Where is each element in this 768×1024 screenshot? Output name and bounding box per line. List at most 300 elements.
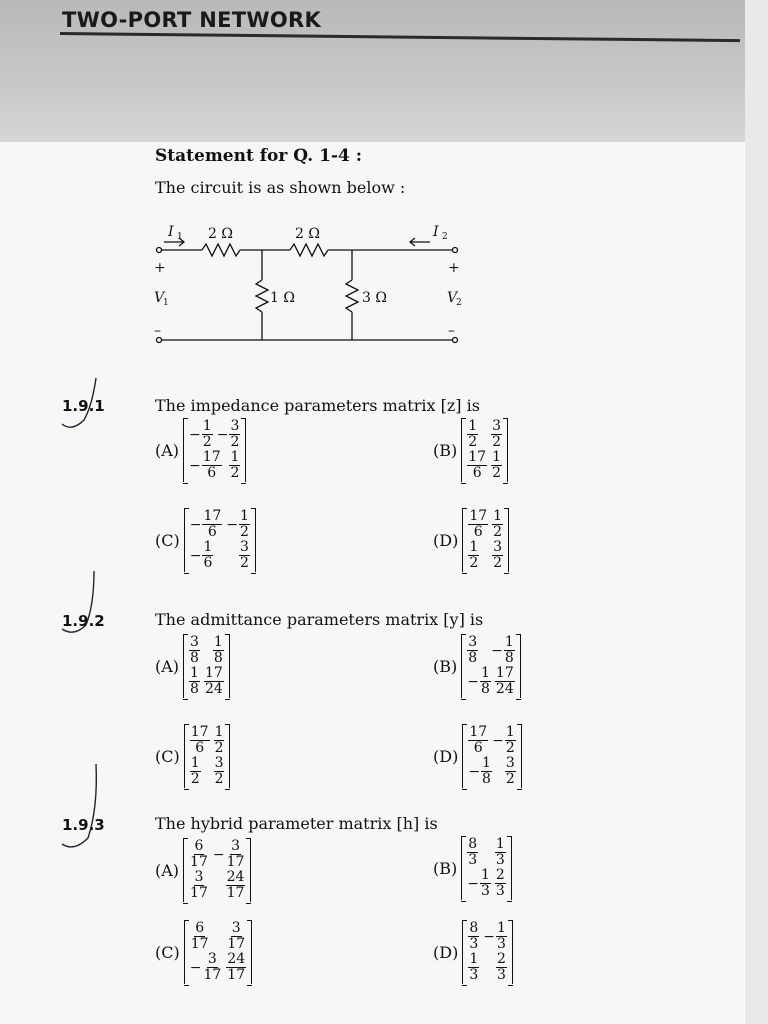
fraction <box>467 419 478 450</box>
svg-text:1: 1 <box>163 298 169 308</box>
denominator: 8 <box>480 681 490 697</box>
fraction <box>190 756 201 787</box>
denominator: 17 <box>190 885 208 901</box>
fraction <box>214 725 225 756</box>
denominator: 3 <box>480 883 490 899</box>
question-text-2: The admittance parameters matrix [y] is <box>155 610 484 629</box>
fraction <box>202 419 213 450</box>
fraction <box>505 725 516 756</box>
matrix-entry <box>190 952 223 983</box>
matrix-entry <box>189 839 209 870</box>
numerator: 2 <box>496 951 506 967</box>
matrix-entry <box>468 540 479 571</box>
fraction <box>226 839 246 870</box>
denominator: 6 <box>472 465 482 481</box>
answer-matrix <box>461 418 508 482</box>
fraction <box>480 666 491 697</box>
matrix-row <box>189 870 245 901</box>
matrix-row <box>468 540 503 571</box>
denominator: 8 <box>190 681 199 697</box>
numerator: 1 <box>480 665 490 681</box>
fraction <box>190 921 210 952</box>
fraction <box>202 509 222 540</box>
denominator: 3 <box>495 883 505 899</box>
matrix-entry <box>214 756 225 787</box>
matrix-entry <box>492 540 503 571</box>
denominator: 2 <box>492 465 501 481</box>
matrix-entry <box>492 725 516 756</box>
numerator: 17 <box>202 449 221 465</box>
statement-intro: The circuit is as shown below : <box>155 178 406 197</box>
current-i2-label: I <box>433 224 439 240</box>
fraction <box>491 450 502 481</box>
numerator: 6 <box>195 920 205 936</box>
fraction <box>226 952 246 983</box>
fraction <box>189 870 209 901</box>
numerator: 1 <box>213 634 223 650</box>
fraction <box>492 509 503 540</box>
resistor-r3 <box>256 280 268 312</box>
numerator: 17 <box>469 508 488 524</box>
denominator: 17 <box>227 967 246 983</box>
question-text-3: The hybrid parameter matrix [h] is <box>155 814 438 833</box>
answer-matrix <box>184 920 252 984</box>
fraction <box>467 837 478 868</box>
denominator: 2 <box>214 771 224 787</box>
fraction <box>480 868 491 899</box>
numerator: 1 <box>495 836 505 852</box>
fraction <box>468 725 488 756</box>
fraction <box>495 666 515 697</box>
numerator: 3 <box>468 634 478 650</box>
fraction <box>495 837 506 868</box>
denominator: 17 <box>226 885 245 901</box>
minus-sign: − <box>212 846 225 863</box>
fraction <box>496 952 507 983</box>
minus-sign: − <box>216 426 229 443</box>
matrix-entry <box>467 868 491 899</box>
fraction <box>189 635 200 666</box>
plus-left: + <box>154 260 166 276</box>
numerator: 3 <box>214 755 224 771</box>
matrix-row <box>468 756 515 787</box>
matrix-entry <box>190 540 214 571</box>
matrix-entry <box>189 635 200 666</box>
minus-sign: − <box>189 457 201 474</box>
matrix-row <box>467 666 514 697</box>
fraction <box>202 450 222 481</box>
question-number-2: 1.9.2 <box>62 612 105 630</box>
numerator: 1 <box>214 724 224 740</box>
matrix-entry <box>467 666 491 697</box>
option-label: (C) <box>155 530 180 550</box>
denominator: 6 <box>195 740 205 756</box>
matrix-row <box>189 419 240 450</box>
svg-text:1: 1 <box>177 232 183 242</box>
handwritten-tick <box>58 565 110 640</box>
numerator: 3 <box>493 539 503 555</box>
denominator: 17 <box>227 936 246 952</box>
fraction <box>491 419 502 450</box>
denominator: 2 <box>214 740 224 756</box>
resistor-r4 <box>346 280 358 312</box>
numerator: 3 <box>190 634 199 650</box>
fraction <box>202 540 213 571</box>
denominator: 2 <box>240 555 249 571</box>
denominator: 6 <box>473 740 483 756</box>
numerator: 1 <box>190 665 199 681</box>
resistor-r2 <box>290 244 328 256</box>
fraction <box>495 868 506 899</box>
matrix-entry <box>483 921 507 952</box>
matrix-row <box>190 952 246 983</box>
denominator: 8 <box>482 771 491 787</box>
question-number-3: 1.9.3 <box>62 816 105 834</box>
fraction <box>204 666 224 697</box>
matrix-entry <box>491 419 502 450</box>
matrix-entry <box>468 921 479 952</box>
matrix-entry <box>496 952 507 983</box>
numerator: 1 <box>469 951 479 967</box>
minus-sign: − <box>189 426 201 443</box>
svg-text:2: 2 <box>456 298 462 308</box>
matrix-entry <box>495 868 506 899</box>
matrix-row <box>189 450 240 481</box>
voltage-v1-label: V <box>154 290 165 306</box>
chapter-title: TWO-PORT NETWORK <box>62 8 322 32</box>
numerator: 24 <box>227 951 246 967</box>
plus-right: + <box>448 260 460 276</box>
fraction <box>189 839 209 870</box>
matrix-row <box>467 419 502 450</box>
numerator: 2 <box>495 867 505 883</box>
minus-sign: − <box>492 732 504 749</box>
option-label: (B) <box>433 858 458 878</box>
matrix-row <box>190 540 250 571</box>
matrix-entry <box>491 635 515 666</box>
fraction <box>229 450 240 481</box>
matrix-row <box>189 635 224 666</box>
denominator: 3 <box>495 852 505 868</box>
denominator: 2 <box>230 434 240 450</box>
fraction <box>226 870 246 901</box>
numerator: 1 <box>492 449 501 465</box>
minus-left: – <box>154 323 161 339</box>
denominator: 2 <box>469 555 479 571</box>
matrix-entry <box>467 450 487 481</box>
matrix-entry <box>505 756 516 787</box>
numerator: 1 <box>203 539 213 555</box>
minus-sign: − <box>483 928 495 945</box>
denominator: 2 <box>493 524 503 540</box>
matrix-row <box>467 868 506 899</box>
fraction <box>202 952 222 983</box>
question-text-1: The impedance parameters matrix [z] is <box>155 396 480 415</box>
current-i1-label: I <box>168 224 174 240</box>
denominator: 2 <box>240 524 249 540</box>
answer-matrix <box>462 724 521 788</box>
option-1d[interactable] <box>433 508 509 572</box>
matrix-entry <box>495 666 515 697</box>
r2-label: 2 Ω <box>295 226 320 242</box>
option-1b[interactable] <box>433 418 508 482</box>
numerator: 1 <box>480 867 490 883</box>
fraction <box>504 635 515 666</box>
denominator: 2 <box>230 465 240 481</box>
denominator: 3 <box>468 852 478 868</box>
matrix-row <box>190 921 246 952</box>
option-3a[interactable] <box>155 838 251 902</box>
option-3b[interactable] <box>433 836 512 900</box>
minus-sign: − <box>189 959 202 976</box>
denominator: 2 <box>492 434 501 450</box>
option-label: (B) <box>433 656 458 676</box>
answer-matrix <box>184 724 231 788</box>
matrix-entry <box>189 419 213 450</box>
numerator: 1 <box>482 755 491 771</box>
fraction <box>214 756 225 787</box>
answer-matrix <box>184 508 256 572</box>
matrix-entry <box>226 921 246 952</box>
denominator: 8 <box>190 650 199 666</box>
minus-sign: − <box>467 673 479 690</box>
numerator: 1 <box>202 418 212 434</box>
denominator: 8 <box>504 650 514 666</box>
answer-matrix <box>183 838 251 902</box>
matrix-entry <box>190 921 210 952</box>
numerator: 17 <box>190 724 209 740</box>
page-edge <box>745 0 768 1024</box>
matrix-entry <box>467 837 478 868</box>
matrix-row <box>468 725 515 756</box>
numerator: 3 <box>194 869 204 885</box>
matrix-entry <box>229 450 240 481</box>
matrix-row <box>468 509 503 540</box>
denominator: 6 <box>207 524 217 540</box>
voltage-v2-label: V <box>447 290 458 306</box>
matrix-entry <box>468 756 492 787</box>
fraction <box>481 756 492 787</box>
matrix-entry <box>213 635 224 666</box>
r1-label: 2 Ω <box>208 226 233 242</box>
denominator: 17 <box>190 936 209 952</box>
numerator: 3 <box>505 755 515 771</box>
fraction <box>190 725 210 756</box>
denominator: 8 <box>468 650 478 666</box>
question-number-1: 1.9.1 <box>62 397 105 415</box>
numerator: 24 <box>226 869 245 885</box>
matrix-entry <box>189 450 222 481</box>
denominator: 17 <box>203 967 222 983</box>
option-label: (C) <box>155 942 180 962</box>
numerator: 17 <box>203 508 222 524</box>
denominator: 3 <box>496 967 506 983</box>
matrix-row <box>189 666 224 697</box>
minus-sign: − <box>467 875 479 892</box>
denominator: 2 <box>505 740 515 756</box>
numerator: 1 <box>190 755 200 771</box>
matrix-row <box>190 725 225 756</box>
matrix-entry <box>491 450 502 481</box>
numerator: 8 <box>468 836 478 852</box>
denominator: 2 <box>468 434 478 450</box>
numerator: 3 <box>207 951 217 967</box>
numerator: 17 <box>468 449 487 465</box>
denominator: 17 <box>226 854 245 870</box>
minus-sign: − <box>226 516 239 533</box>
matrix-entry <box>467 419 478 450</box>
matrix-entry <box>190 509 223 540</box>
answer-matrix <box>183 634 230 698</box>
option-2a[interactable] <box>155 634 230 698</box>
matrix-row <box>190 756 225 787</box>
matrix-entry <box>189 666 200 697</box>
answer-matrix <box>183 418 246 482</box>
minus-right: – <box>448 323 455 339</box>
handwritten-tick <box>58 758 110 856</box>
statement-heading: Statement for Q. 1-4 : <box>155 146 362 166</box>
matrix-entry <box>468 509 488 540</box>
svg-text:2: 2 <box>442 232 448 242</box>
numerator: 17 <box>469 724 488 740</box>
numerator: 3 <box>230 418 240 434</box>
numerator: 1 <box>469 539 479 555</box>
denominator: 2 <box>493 555 503 571</box>
numerator: 1 <box>505 724 515 740</box>
terminal-1-top <box>157 248 162 253</box>
matrix-entry <box>226 952 246 983</box>
answer-matrix <box>462 920 513 984</box>
minus-sign: − <box>491 642 503 659</box>
numerator: 1 <box>468 418 478 434</box>
denominator: 2 <box>202 434 212 450</box>
option-1c[interactable] <box>155 508 256 572</box>
numerator: 3 <box>492 418 501 434</box>
fraction <box>229 419 240 450</box>
numerator: 8 <box>469 920 479 936</box>
minus-sign: − <box>189 516 202 533</box>
matrix-row <box>189 839 245 870</box>
matrix-row <box>468 921 507 952</box>
fraction <box>467 450 487 481</box>
denominator: 24 <box>204 681 223 697</box>
numerator: 17 <box>495 665 514 681</box>
fraction <box>213 635 224 666</box>
option-label: (D) <box>433 746 459 766</box>
option-3c[interactable] <box>155 920 252 984</box>
matrix-entry <box>226 509 250 540</box>
fraction <box>239 509 250 540</box>
numerator: 1 <box>230 449 240 465</box>
matrix-entry <box>239 540 250 571</box>
r4-label: 3 Ω <box>362 290 387 306</box>
option-1a[interactable] <box>155 418 246 482</box>
matrix-entry <box>204 666 224 697</box>
option-label: (B) <box>433 440 458 460</box>
fraction <box>468 921 479 952</box>
matrix-row <box>467 837 506 868</box>
numerator: 1 <box>504 634 514 650</box>
fraction <box>505 756 516 787</box>
handwritten-tick <box>58 372 110 434</box>
option-3d[interactable] <box>433 920 513 984</box>
numerator: 1 <box>496 920 506 936</box>
numerator: 3 <box>240 539 249 555</box>
fraction <box>226 921 246 952</box>
matrix-entry <box>190 725 210 756</box>
fraction <box>467 635 478 666</box>
option-label: (D) <box>433 530 459 550</box>
fraction <box>496 921 507 952</box>
fraction <box>239 540 250 571</box>
matrix-entry <box>492 509 503 540</box>
matrix-entry <box>467 635 478 666</box>
matrix-entry <box>190 756 201 787</box>
fraction <box>468 540 479 571</box>
option-label: (A) <box>155 860 180 880</box>
fraction <box>492 540 503 571</box>
denominator: 2 <box>505 771 515 787</box>
numerator: 3 <box>231 920 241 936</box>
denominator: 24 <box>495 681 514 697</box>
r3-label: 1 Ω <box>270 290 295 306</box>
denominator: 8 <box>213 650 223 666</box>
fraction <box>468 952 479 983</box>
option-2d[interactable] <box>433 724 522 788</box>
numerator: 17 <box>204 665 223 681</box>
denominator: 6 <box>207 465 217 481</box>
matrix-entry <box>214 725 225 756</box>
answer-matrix <box>461 634 520 698</box>
matrix-entry <box>468 725 488 756</box>
matrix-entry <box>468 952 479 983</box>
minus-sign: − <box>189 547 202 564</box>
denominator: 6 <box>473 524 483 540</box>
resistor-r1 <box>202 244 240 256</box>
denominator: 17 <box>190 854 208 870</box>
fraction <box>468 509 488 540</box>
matrix-row <box>468 952 507 983</box>
denominator: 2 <box>190 771 200 787</box>
denominator: 3 <box>469 936 479 952</box>
terminal-2-top <box>453 248 458 253</box>
answer-matrix <box>461 836 512 900</box>
option-2b[interactable] <box>433 634 521 698</box>
denominator: 3 <box>469 967 479 983</box>
option-label: (C) <box>155 746 180 766</box>
option-label: (D) <box>433 942 459 962</box>
matrix-entry <box>189 870 209 901</box>
matrix-entry <box>495 837 506 868</box>
numerator: 3 <box>231 838 240 854</box>
numerator: 1 <box>240 508 249 524</box>
matrix-entry <box>213 839 246 870</box>
denominator: 6 <box>203 555 213 571</box>
matrix-entry <box>217 419 241 450</box>
fraction <box>189 666 200 697</box>
matrix-row <box>467 635 514 666</box>
answer-matrix <box>462 508 509 572</box>
matrix-row <box>190 509 250 540</box>
numerator: 1 <box>493 508 503 524</box>
denominator: 3 <box>496 936 506 952</box>
option-label: (A) <box>155 440 180 460</box>
option-2c[interactable] <box>155 724 230 788</box>
minus-sign: − <box>468 763 481 780</box>
matrix-row <box>467 450 502 481</box>
matrix-entry <box>226 870 246 901</box>
numerator: 6 <box>194 838 204 854</box>
